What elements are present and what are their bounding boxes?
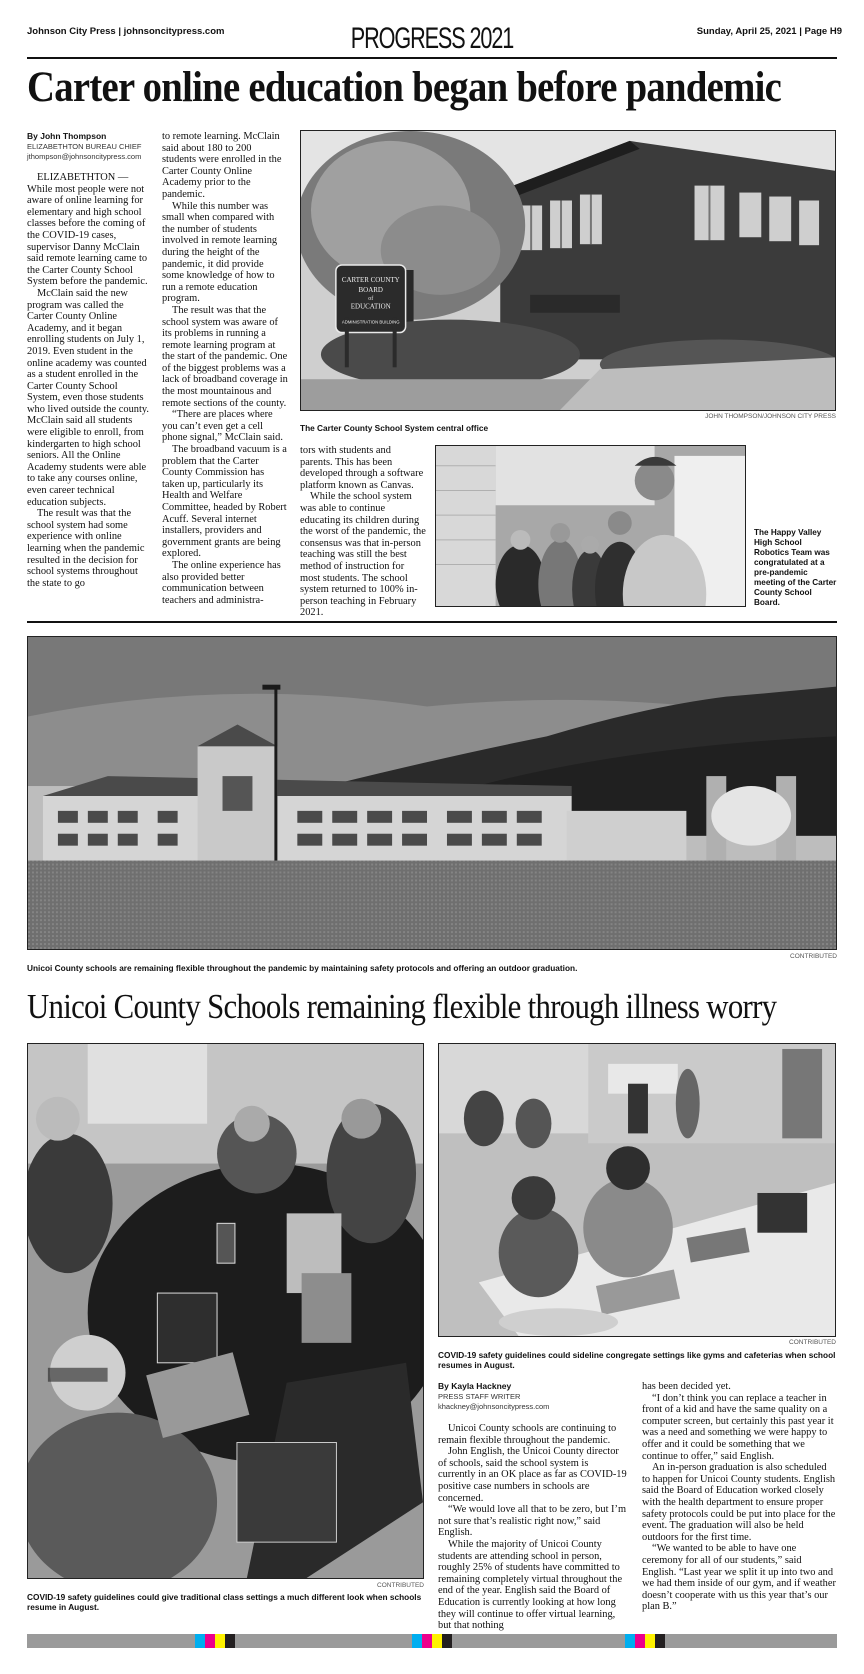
yellow-swatch	[645, 1634, 655, 1648]
photo-cafeteria	[438, 1043, 836, 1337]
story1-byline-email: jthompson@johnsoncitypress.com	[27, 152, 142, 161]
yellow-swatch	[215, 1634, 225, 1648]
cyan-swatch	[412, 1634, 422, 1648]
story2-byline	[438, 1381, 628, 1412]
story1-paragraph: “There are places where you can’t even get a cell phone signal,” McClain said.	[162, 409, 283, 444]
photo-robotics-team	[435, 445, 746, 607]
photo-unicoi-school	[27, 636, 837, 950]
story2-column-2	[642, 1381, 837, 1613]
magenta-swatch	[635, 1634, 645, 1648]
story2-paragraph: While the majority of Unicoi County students are attending school in person, roughly 25% of students have committed to remaining completely virtual throughout the end of the year. English said the Board of Education is currently looking at how long they will continue to offer virtual learning, but that nothing	[438, 1538, 623, 1632]
sign-line: BOARD	[358, 285, 383, 294]
story2-paragraph: “We would love all that to be zero, but I’m not sure that’s realistic right now,” said English.	[438, 1504, 627, 1539]
sign-line: of	[368, 295, 374, 302]
story1-column-1	[27, 172, 152, 589]
story1-paragraph: The result was that the school system had some experience with online learning when the pandemic resulted in the decision for school systems throughout the state to go	[27, 508, 145, 589]
story2-paragraph: “We wanted to be able to have one ceremony for all of our students,” said English. “Last year we split it up into two and we had them inside of our gym, and if weather doesn’t cooperate with us this year that’s our plan B.”	[642, 1543, 836, 1613]
story1-paragraph: to remote learning. McClain said about 180 to 200 students were enrolled in the Carter County Online Academy prior to the pandemic.	[162, 131, 282, 200]
story1-paragraph: tors with students and parents. This has been developed through a software platform known as Canvas.	[300, 445, 424, 491]
left-photo-caption: COVID-19 safety guidelines could give traditional class settings a much different look when schools resume in August.	[27, 1592, 422, 1612]
section-title: PROGRESS 2021	[350, 22, 514, 55]
story2-paragraph: has been decided yet.	[642, 1381, 731, 1392]
sign-line: CARTER COUNTY	[341, 275, 400, 284]
story1-paragraph: While this number was small when compared with the number of students involved in remote learning during the height of the pandemic, it did provide some knowledge of how to run a remote education program.	[162, 200, 278, 305]
story2-byline-email: khackney@johnsoncitypress.com	[438, 1402, 550, 1411]
left-photo-credit: CONTRIBUTED	[377, 1582, 424, 1589]
story1-paragraph: The online experience has also provided better communication between teachers and administra-	[162, 559, 281, 606]
story1-byline-name: By John Thompson	[27, 131, 107, 141]
cyan-swatch	[625, 1634, 635, 1648]
story2-byline-title: PRESS STAFF WRITER	[438, 1392, 521, 1401]
story1-paragraph: The result was that the school system was aware of its problems in running a remote learning program at the start of the pandemic. One of the biggest problems was a lack of broadband coverage in the most mountainous and remote sections of the county.	[162, 304, 288, 409]
story2-headline: Unicoi County Schools remaining flexible through illness worry	[27, 987, 777, 1026]
black-swatch	[225, 1634, 235, 1648]
masthead-publication: Johnson City Press | johnsoncitypress.com	[27, 26, 225, 37]
section-divider	[27, 621, 837, 623]
masthead-date-page: Sunday, April 25, 2021 | Page H9	[696, 26, 842, 37]
story1-column-3	[300, 445, 426, 619]
sign-line: EDUCATION	[350, 302, 391, 311]
magenta-swatch	[422, 1634, 432, 1648]
story1-column-2	[162, 131, 288, 606]
story1-byline-title: ELIZABETHTON BUREAU CHIEF	[27, 142, 142, 151]
right-photo-caption: COVID-19 safety guidelines could sideline congregate settings like gyms and cafeterias when school resumes in August.	[438, 1350, 836, 1370]
yellow-swatch	[432, 1634, 442, 1648]
story2-paragraph: An in-person graduation is also scheduled to happen for Unicoi County students. English said the Board of Education worked closely with the health department to ensure proper safety protocols could be put into place for the event. The graduation will also be held outdoors for the first time.	[642, 1462, 836, 1543]
story2-paragraph: Unicoi County schools are continuing to remain flexible throughout the pandemic.	[438, 1423, 617, 1446]
masthead-rule	[27, 57, 837, 59]
wide-photo-credit: CONTRIBUTED	[790, 953, 837, 960]
story1-byline	[27, 131, 157, 162]
sign-line: ADMINISTRATION BUILDING	[341, 319, 400, 325]
color-registration-marks	[625, 1634, 665, 1648]
story1-paragraph: While the school system was able to continue educating its children during the worst of the pandemic, the consensus was that in-person teaching was still the best method of instruction for most students. The school system returned to 100% in-person teaching in February 2021.	[300, 491, 426, 619]
photo1-caption: The Carter County School System central office	[300, 423, 489, 433]
color-registration-marks	[195, 1634, 235, 1648]
story2-column-1	[438, 1423, 628, 1632]
story2-paragraph: “I don’t think you can replace a teacher in front of a kid and have the same quality on a computer screen, but certainly this past year it was a need and something we were happy to offer and it could be something that we continue to offer,” said English.	[642, 1392, 834, 1462]
story1-paragraph: McClain said the new program was called the Carter County Online Academy, and it began enrolling students on July 1, 2019. Even student in the online academy was counted as a student enrolled in the Carter County School System, even those students who lived outside the county. McClain said all students were eligible to enroll, from kindergarten to high school seniors. All the Online Academy students were able to take any courses online, even career technical education subjects.	[27, 287, 149, 508]
photo-classroom	[27, 1043, 424, 1579]
magenta-swatch	[205, 1634, 215, 1648]
story1-paragraph: ELIZABETHTON — While most people were not aware of online learning for elementary and high school classes before the coming of the COVID-19 cases, supervisor Danny McClain said remote learning came to the Carter County School System before the pandemic.	[27, 172, 148, 288]
color-registration-marks	[412, 1634, 452, 1648]
story1-headline: Carter online education began before pandemic	[27, 64, 782, 111]
story2-byline-name: By Kayla Hackney	[438, 1381, 512, 1391]
cyan-swatch	[195, 1634, 205, 1648]
photo-central-office	[300, 130, 836, 411]
photo2-caption: The Happy Valley High School Robotics Team was congratulated at a pre-pandemic meeting of the Carter County School Board.	[754, 528, 837, 607]
black-swatch	[442, 1634, 452, 1648]
story1-paragraph: The broadband vacuum is a problem that the Carter County Commission has taken up, particularly its Health and Welfare Committee, headed by Robert Acuff. Several internet installers, providers and government grants are being explored.	[162, 444, 287, 560]
story2-paragraph: John English, the Unicoi County director of schools, said the school system is currently in an OK place as far as COVID-19 positive case numbers in schools are concerned.	[438, 1446, 627, 1504]
black-swatch	[655, 1634, 665, 1648]
wide-photo-caption: Unicoi County schools are remaining flexible throughout the pandemic by maintaining safety protocols and offering an outdoor graduation.	[27, 963, 578, 973]
right-photo-credit: CONTRIBUTED	[789, 1339, 836, 1346]
photo1-credit: JOHN THOMPSON/JOHNSON CITY PRESS	[705, 413, 836, 420]
